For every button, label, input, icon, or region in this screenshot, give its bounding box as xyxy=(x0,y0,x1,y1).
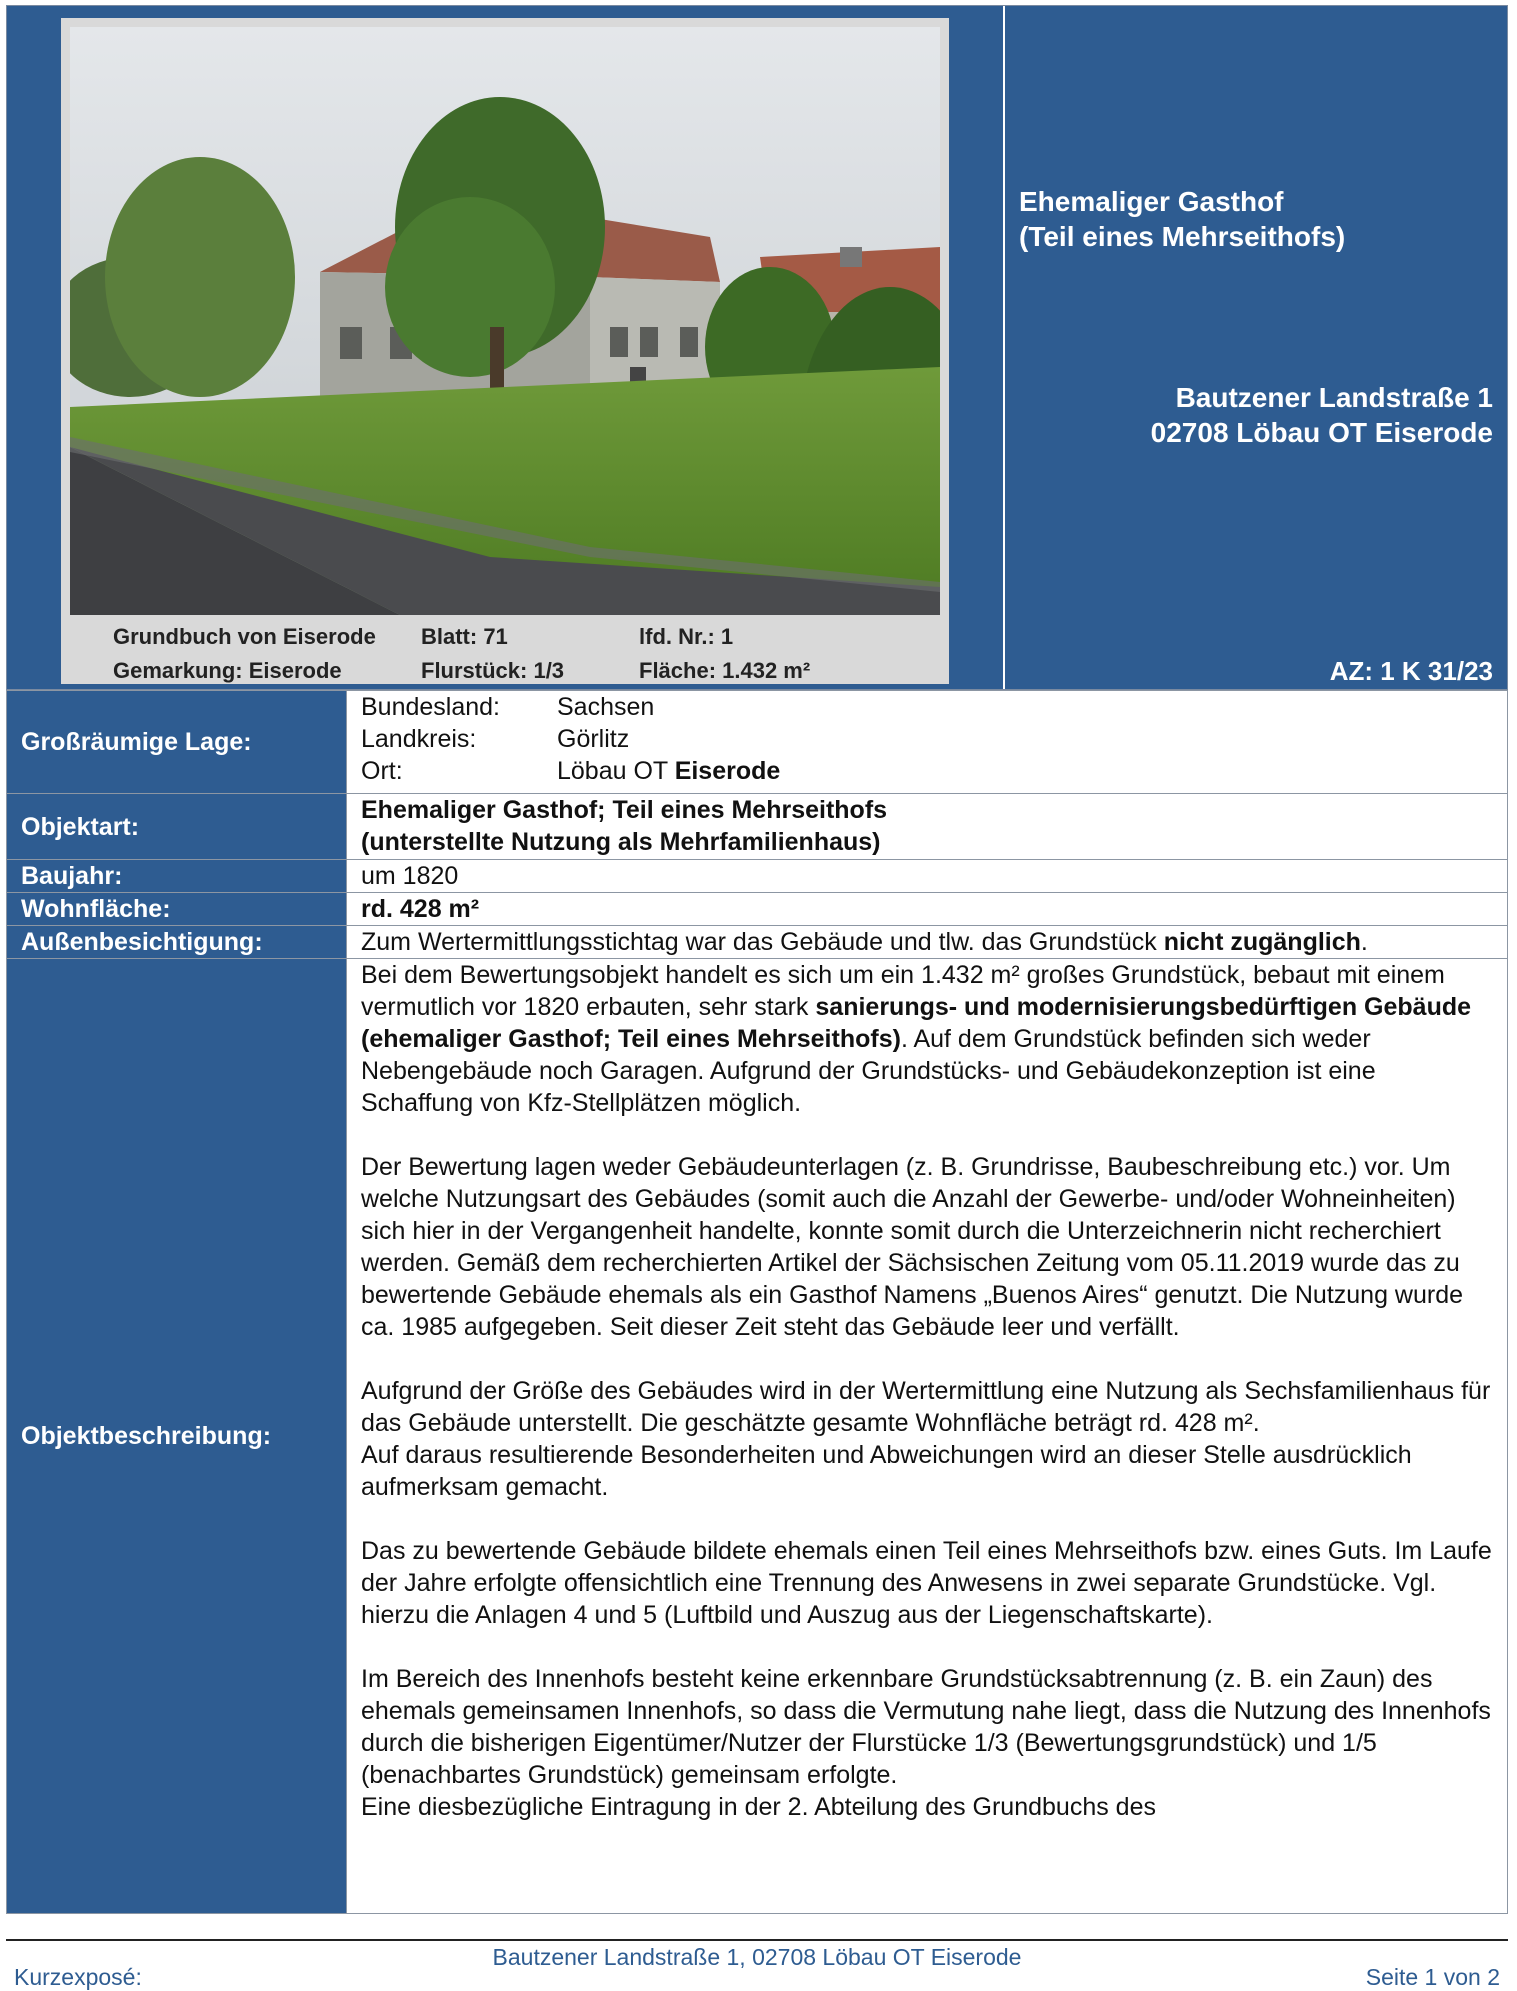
desc-paragraph-4: Das zu bewertende Gebäude bildete ehemals einen Teil eines Mehrseithofs bzw. eines Guts. Im Laufe der Jahre erfolgte offensichtlich eine Trennung des Anwesens in zwei separate Grundstücke. Vgl. hierzu die Anlagen 4 und 5 (Luftbild und Auszug aus der Liegenschaftskarte). xyxy=(361,1537,1492,1629)
caption-grundbuch: Grundbuch von Eiserode xyxy=(113,624,376,649)
lage-bundesland xyxy=(361,691,1493,723)
row-wohnflaeche xyxy=(7,893,1508,926)
object-title-line1: Ehemaliger Gasthof xyxy=(1019,186,1284,217)
desc-paragraph-2: Der Bewertung lagen weder Gebäudeunterlagen (z. B. Grundrisse, Baubeschreibung etc.) vor. Um welche Nutzungsart des Gebäudes (somit auch die Anzahl der Gewerbe- und/oder Wohneinheiten) sich hier in der Vergangenheit handelte, konnte somit durch die Unterzeichnerin nicht recherchiert werden. Gemäß dem recherchierten Artikel der Sächsischen Zeitung vom 05.11.2019 wurde das zu bewertende Gebäude ehemals als ein Gasthof Namens „Buenos Aires“ genutzt. Die Nutzung wurde ca. 1985 aufgegeben. Seit dieser Zeit steht das Gebäude leer und verfällt. xyxy=(361,1153,1464,1341)
objektart-line2: (unterstellte Nutzung als Mehrfamilienhaus) xyxy=(361,828,881,856)
row-lage xyxy=(7,691,1508,794)
caption-gemarkung: Gemarkung: Eiserode xyxy=(113,658,342,683)
caption-flurstueck: Flurstück: 1/3 xyxy=(421,658,565,683)
footer-left: Kurzexposé: xyxy=(14,1964,142,1990)
value-wohnflaeche: rd. 428 m² xyxy=(347,893,1508,926)
label-wohnflaeche: Wohnfläche: xyxy=(7,893,347,926)
caption-lfd-nr: lfd. Nr.: 1 xyxy=(639,624,734,649)
lage-value: Görlitz xyxy=(557,725,630,753)
property-info-table xyxy=(6,690,1508,1914)
lage-value: Sachsen xyxy=(557,693,655,721)
lage-landkreis xyxy=(361,723,1493,755)
value-lage xyxy=(347,691,1508,794)
ort-bold: Eiserode xyxy=(674,757,781,785)
desc-paragraph-3 xyxy=(361,1375,1493,1503)
property-photo-frame xyxy=(61,18,949,684)
label-objektbeschreibung: Objektbeschreibung: xyxy=(7,959,347,1914)
label-objektart: Objektart: xyxy=(7,794,347,860)
label-baujahr: Baujahr: xyxy=(7,860,347,893)
lage-key: Landkreis: xyxy=(361,725,477,753)
object-title xyxy=(1019,184,1345,254)
label-lage: Großräumige Lage: xyxy=(7,691,347,794)
lage-ort xyxy=(361,755,1493,787)
aussen-text: Zum Wertermittlungsstichtag war das Gebäude und tlw. das Grundstück xyxy=(361,928,1164,956)
lage-key: Ort: xyxy=(361,757,403,785)
file-reference: AZ: 1 K 31/23 xyxy=(1329,656,1493,686)
objektart-line1: Ehemaliger Gasthof; Teil eines Mehrseithofs xyxy=(361,796,888,824)
caption-blatt: Blatt: 71 xyxy=(421,624,508,649)
value-objektart xyxy=(347,794,1508,860)
property-photo xyxy=(70,27,940,615)
land-register-caption xyxy=(61,618,949,684)
aussen-bold: nicht zugänglich xyxy=(1163,928,1361,956)
footer-page-number: Seite 1 von 2 xyxy=(1365,1964,1500,1990)
row-baujahr xyxy=(7,860,1508,893)
p3-text-2: Auf daraus resultierende Besonderheiten und Abweichungen wird an dieser Stelle ausdrücklich aufmerksam gemacht. xyxy=(361,1441,1412,1501)
photo-panel xyxy=(7,6,1005,689)
object-title-line2: (Teil eines Mehrseithofs) xyxy=(1019,221,1346,252)
value-baujahr: um 1820 xyxy=(347,860,1508,893)
p1-bold: sanierungs- und modernisierungsbedürftigen Gebäude (ehemaliger Gasthof; Teil eines Mehrseithofs) xyxy=(361,993,1472,1053)
p5-text-2: Eine diesbezügliche Eintragung in der 2. Abteilung des Grundbuchs des xyxy=(361,1793,1156,1821)
expose-header xyxy=(6,5,1508,690)
footer-address: Bautzener Landstraße 1, 02708 Löbau OT Eiserode xyxy=(492,1944,1022,1970)
title-panel xyxy=(1005,6,1507,689)
value-objektbeschreibung xyxy=(347,959,1508,1914)
p1-text: Bei dem Bewertungsobjekt handelt es sich um ein 1.432 m² großes Grundstück, bebaut mit einem vermutlich vor 1820 erbauten, sehr stark xyxy=(361,961,1445,1021)
row-objektart xyxy=(7,794,1508,860)
row-aussenbesichtigung xyxy=(7,926,1508,959)
desc-paragraph-1 xyxy=(361,959,1493,1119)
address-line2: 02708 Löbau OT Eiserode xyxy=(1150,417,1493,448)
p3-text: Aufgrund der Größe des Gebäudes wird in der Wertermittlung eine Nutzung als Sechsfamilienhaus für das Gebäude unterstellt. Die geschätzte gesamte Wohnfläche beträgt rd. 428 m². xyxy=(361,1377,1491,1437)
lage-value xyxy=(557,755,780,787)
aussen-end: . xyxy=(1360,928,1368,956)
address-line1: Bautzener Landstraße 1 xyxy=(1175,382,1493,413)
object-address xyxy=(1151,380,1493,450)
p5-text: Im Bereich des Innenhofs besteht keine erkennbare Grundstücksabtrennung (z. B. ein Zaun) des ehemals gemeinsamen Innenhofs, so dass die Vermutung nahe liegt, dass die Nutzung des Innenhofs durch die bisherigen Eigentümer/Nutzer der Flurstücke 1/3 (Bewertungsgrundstück) und 1/5 (benachbartes Grundstück) gemeinsam erfolgte. xyxy=(361,1665,1491,1789)
value-aussenbesichtigung xyxy=(347,926,1508,959)
property-photo-image xyxy=(70,27,940,615)
footer-divider xyxy=(6,1939,1508,1941)
ort-plain: Löbau OT xyxy=(557,757,675,785)
caption-flaeche: Fläche: 1.432 m² xyxy=(639,658,811,683)
label-aussenbesichtigung: Außenbesichtigung: xyxy=(7,926,347,959)
row-objektbeschreibung xyxy=(7,959,1508,1914)
p1-text-end: . Auf dem Grundstück befinden sich weder Nebengebäude noch Garagen. Aufgrund der Grundstücks- und Gebäudekonzeption ist eine Schaffung von Kfz-Stellplätzen möglich. xyxy=(361,1025,1376,1117)
lage-key: Bundesland: xyxy=(361,693,501,721)
desc-paragraph-5 xyxy=(361,1663,1493,1823)
document-page xyxy=(6,5,1508,1990)
